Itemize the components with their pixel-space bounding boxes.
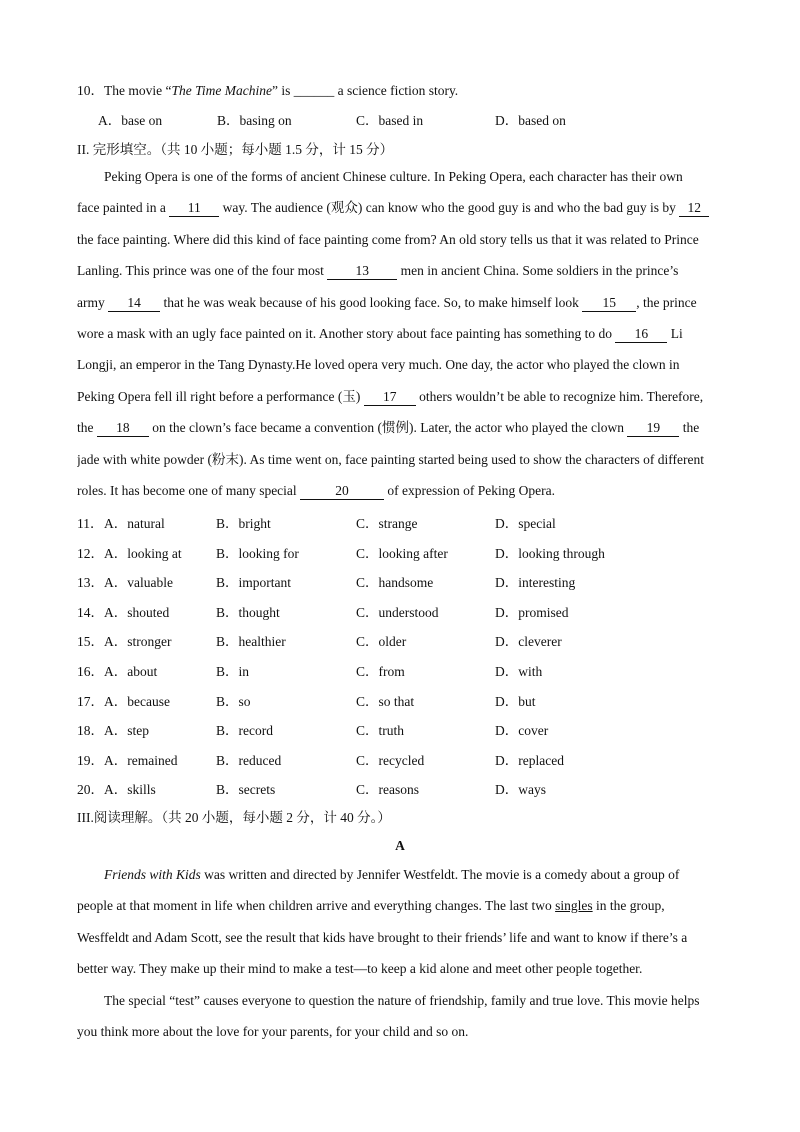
cloze-blank-12: 12: [679, 200, 709, 217]
passage-line: Friends with Kids was written and directed by Jennifer Westfeldt. The movie is a comedy about a group of: [104, 867, 680, 882]
cloze-blank-13: 13: [327, 263, 397, 280]
option-a: A．step: [104, 723, 149, 739]
underlined-word: singles: [555, 898, 593, 914]
passage-line: people at that moment in life when children arrive and everything changes. The last two singles in the group,: [77, 898, 665, 914]
option-d: D．interesting: [495, 575, 576, 591]
passage-line: Lanling. This prince was one of the four most 13 men in ancient China. Some soldiers in the prince’s: [77, 263, 679, 279]
question-text: a science fiction story.: [334, 83, 459, 98]
option-a: A．because: [104, 693, 170, 709]
option-c: C．truth: [356, 723, 405, 739]
question-row: [0, 778, 800, 796]
option-c: C．reasons: [356, 782, 419, 798]
option-a: A．remained: [104, 752, 178, 768]
option-d: D．replaced: [495, 752, 564, 768]
passage-label: A: [395, 838, 405, 853]
question-10-options: [0, 109, 800, 127]
option-b: B．reduced: [216, 752, 282, 768]
option-a: A．shouted: [104, 604, 170, 620]
passage-line: army 14 that he was weak because of his good looking face. So, to make himself look 15 , the prince: [77, 294, 697, 310]
question-number: 11．: [77, 516, 104, 531]
option-a: A．looking at: [104, 545, 182, 561]
question-text: ” is: [271, 83, 294, 98]
option-d: D．based on: [495, 113, 566, 128]
option-c: C．handsome: [356, 575, 434, 591]
passage-line: Wesffeldt and Adam Scott, see the result that kids have brought to their friends’ life and want to know if there’s a: [77, 929, 688, 945]
option-a: A．about: [104, 664, 158, 679]
option-d: D．special: [495, 516, 556, 531]
passage-line: wore a mask with an ugly face painted on it. Another story about face painting has something to do 16 Li: [77, 325, 683, 341]
cloze-blank-11: 11: [169, 200, 219, 217]
option-d: D．ways: [495, 782, 546, 798]
option-c: C．recycled: [356, 752, 425, 768]
question-row: [0, 542, 800, 560]
option-a: A．natural: [104, 516, 165, 531]
reading-passage-a: [77, 859, 725, 1047]
option-c: C．older: [356, 634, 407, 650]
option-d: D．looking through: [495, 545, 605, 561]
option-b: B．record: [216, 723, 273, 739]
option-b: B．basing on: [217, 113, 292, 128]
option-b: B．so: [216, 693, 251, 709]
cloze-blank-16: 16: [615, 326, 667, 343]
option-b: B．important: [216, 575, 291, 591]
question-10: [77, 79, 458, 99]
question-number: 19．: [77, 752, 104, 768]
movie-title: The Time Machine: [171, 83, 272, 98]
option-b: B．healthier: [216, 634, 286, 650]
cloze-blank-17: 17: [364, 389, 416, 406]
question-row: [0, 601, 800, 619]
question-number: 14．: [77, 604, 104, 620]
question-row: [0, 749, 800, 767]
option-a: A．skills: [104, 782, 156, 798]
question-number: 16．: [77, 664, 104, 679]
option-b: B．in: [216, 664, 250, 679]
question-row: [0, 512, 800, 530]
passage-line: roles. It has become one of many special 20 of expression of Peking Opera.: [77, 482, 556, 498]
question-row: [0, 571, 800, 589]
option-c: C．so that: [356, 693, 415, 709]
passage-line: face painted in a 11 way. The audience (观众) can know who the good guy is and who the bad guy is by 12: [77, 192, 725, 223]
passage-line: The special “test” causes everyone to question the nature of friendship, family and true love. This movie helps: [104, 992, 700, 1008]
option-c: C．strange: [356, 516, 418, 531]
cloze-blank-15: 15: [582, 295, 636, 312]
question-row: [0, 630, 800, 648]
question-number: 18．: [77, 723, 104, 739]
option-a: A．valuable: [104, 575, 173, 591]
movie-title: Friends with Kids: [104, 867, 201, 882]
passage-line: jade with white powder (粉末). As time went on, face painting started being used to show the characters of different: [77, 451, 704, 467]
passage-line: Peking Opera is one of the forms of ancient Chinese culture. In Peking Opera, each character has their own: [104, 169, 683, 184]
section-3-heading: III.阅读理解。（共 20 小题，每小题 2 分，计 40 分。）: [77, 810, 391, 825]
passage-line: Longji, an emperor in the Tang Dynasty.He loved opera very much. One day, the actor who played the clown in: [77, 357, 680, 373]
question-row: [0, 660, 800, 678]
option-d: D．with: [495, 664, 543, 679]
option-a: A．stronger: [104, 634, 172, 650]
question-row: [0, 690, 800, 708]
option-d: D．but: [495, 693, 536, 709]
question-number: 12．: [77, 545, 104, 561]
cloze-blank-19: 19: [627, 420, 679, 437]
question-number: 10．: [77, 83, 104, 98]
cloze-blank-14: 14: [108, 295, 160, 312]
option-d: D．cover: [495, 723, 549, 739]
question-number: 13．: [77, 575, 104, 591]
option-b: B．secrets: [216, 782, 276, 798]
option-b: B．bright: [216, 516, 271, 531]
option-b: B．looking for: [216, 545, 299, 561]
passage-line: Peking Opera fell ill right before a performance (玉) 17 others wouldn’t be able to recognize him. Therefore,: [77, 388, 704, 404]
option-c: C．looking after: [356, 545, 448, 561]
passage-line: the 18 on the clown’s face became a convention (惯例). Later, the actor who played the clown 19 the: [77, 420, 700, 436]
question-number: 17．: [77, 693, 104, 709]
section-2-heading: II. 完形填空。（共 10 小题；每小题 1.5 分，计 15 分）: [77, 142, 394, 157]
cloze-passage: [77, 161, 725, 506]
question-number: 20．: [77, 782, 104, 798]
passage-line: better way. They make up their mind to make a test—to keep a kid alone and meet other people together.: [77, 961, 643, 977]
cloze-blank-18: 18: [97, 420, 149, 437]
answer-blank: ______: [293, 83, 335, 98]
option-d: D．cleverer: [495, 634, 562, 650]
question-text: The movie “: [104, 83, 172, 98]
option-b: B．thought: [216, 604, 280, 620]
option-c: C．from: [356, 664, 405, 679]
question-row: [0, 719, 800, 737]
option-c: C．understood: [356, 604, 439, 620]
passage-line: you think more about the love for your parents, for your child and so on.: [77, 1023, 469, 1039]
question-number: 15．: [77, 634, 104, 650]
option-d: D．promised: [495, 604, 569, 620]
option-c: C．based in: [356, 113, 424, 128]
cloze-blank-20: 20: [300, 483, 384, 500]
option-a: A．base on: [98, 113, 163, 128]
passage-line: the face painting. Where did this kind of face painting come from? An old story tells us that it was related to Prince: [77, 231, 699, 247]
